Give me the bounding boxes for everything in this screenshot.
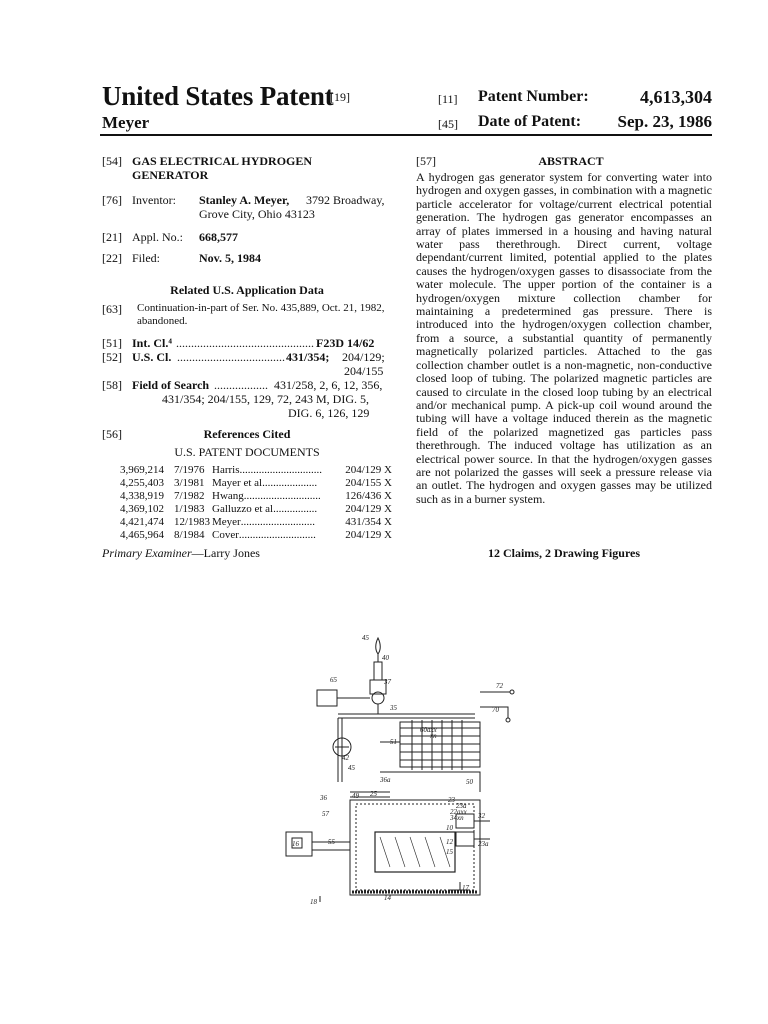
inventor-label: Inventor: xyxy=(132,193,176,207)
field-line3: DIG. 6, 126, 129 xyxy=(288,406,370,420)
drawing-label: 34xn xyxy=(450,814,464,822)
drawing-label: 65 xyxy=(330,676,337,684)
invention-title-line2: GENERATOR xyxy=(132,168,209,182)
drawing-label: xn xyxy=(430,732,437,740)
drawing-label: 51 xyxy=(390,738,397,746)
inventor-address-line1: 3792 Broadway, xyxy=(306,193,385,207)
reference-name: Hwang xyxy=(212,490,244,502)
patent-drawing-figure xyxy=(280,632,540,912)
date-code: [45] xyxy=(438,117,458,131)
continuation-code: [63] xyxy=(102,302,122,316)
reference-dots: ............................ xyxy=(238,529,316,541)
field-code: [58] xyxy=(102,378,122,392)
reference-date: 1/1983 xyxy=(174,503,205,515)
reference-number: 4,338,919 xyxy=(120,490,164,502)
reference-date: 7/1976 xyxy=(174,464,205,476)
uscl-label: U.S. Cl. xyxy=(132,350,172,364)
intcl-label: Int. Cl.⁴ xyxy=(132,336,172,350)
drawing-label: 50 xyxy=(466,778,473,786)
intcl-value: F23D 14/62 xyxy=(316,336,375,350)
reference-dots: ........................... xyxy=(240,516,315,528)
date-of-patent-label: Date of Patent: xyxy=(478,113,582,130)
drawing-label: 70 xyxy=(492,706,499,714)
appl-code: [21] xyxy=(102,230,122,244)
refs-heading: References Cited xyxy=(203,427,291,441)
reference-name: Galluzzo et al. xyxy=(212,503,276,515)
abstract-text: A hydrogen gas generator system for converting water into hydrogen and oxygen gasses, in combination with a magnetic particle accelerator for voltage/current electrical potential generation. The hydrogen gas generator encompasses an array of plates immersed in a housing and having natural water pass therethrough. Direct current, voltage dependant/current limited, potential applied to the plates causes the hydrogen/oxygen gasses to disassociate from the water molecule. The upper portion of the container is a hydrogen/oxygen mixture collection chamber for maintaining a predetermined gas pressure. There is introduced into the hydrogen/oxygen collection chamber, from a source, a substantial quantity of permanently magnetically polarized particles. Attached to the gas collection chamber outlet is a non-magnetic, non-conductive closed loop of tubing. The polarized magnetic particles are caused to circulate in the closed loop tubing by an electrical and/or mechanical pump. A pick-up coil wound around the tubing will have a voltage induced therein as the magnetic field of the polarized magnetized gas particles pass therethrough. The induced voltage has utilization as an electrical power source. In that the hydrogen/oxygen gasses are not polarized the gasses will seek a pressure release via an outlet. The hydrogen and oxygen gasses may be utilized such as in a burner system. xyxy=(416,170,712,506)
reference-class: 204/129 X xyxy=(345,529,392,541)
appl-number: 668,577 xyxy=(199,230,238,244)
patent-number-label: Patent Number: xyxy=(478,88,589,105)
field-label: Field of Search xyxy=(132,378,210,392)
reference-number: 3,969,214 xyxy=(120,464,164,476)
drawing-label: 10 xyxy=(446,824,453,832)
examiner-label: Primary Examiner xyxy=(102,546,192,560)
reference-row xyxy=(120,503,392,516)
inventor-surname: Meyer xyxy=(102,113,150,132)
drawing-label: 35 xyxy=(390,704,397,712)
reference-number: 4,369,102 xyxy=(120,503,164,515)
patent-number: 4,613,304 xyxy=(640,87,712,107)
drawing-label: 60axx xyxy=(420,726,437,734)
uscl-code: [52] xyxy=(102,350,122,364)
reference-name: Meyer xyxy=(212,516,241,528)
uscl-value-rest: 204/129; xyxy=(342,350,385,364)
title-code: [54] xyxy=(102,154,122,168)
drawing-label: 23a xyxy=(478,840,489,848)
reference-number: 4,421,474 xyxy=(120,516,164,528)
reference-dots: ............................ xyxy=(243,490,321,502)
intcl-dots: .............................................. xyxy=(176,336,314,350)
reference-number: 4,255,403 xyxy=(120,477,164,489)
abstract-heading: ABSTRACT xyxy=(538,154,604,168)
filed-label: Filed: xyxy=(132,251,161,265)
reference-row xyxy=(120,477,392,490)
uscl-dots: .................................... xyxy=(177,350,285,364)
drawing-label: 12 xyxy=(446,838,453,846)
reference-class: 204/155 X xyxy=(345,477,392,489)
inventor-address-line2: Grove City, Ohio 43123 xyxy=(199,207,315,221)
reference-class: 204/129 X xyxy=(345,503,392,515)
reference-class: 431/354 X xyxy=(345,516,392,528)
date-of-patent: Sep. 23, 1986 xyxy=(617,112,712,131)
drawing-label: 36 xyxy=(320,794,327,802)
inventor-name: Stanley A. Meyer, xyxy=(199,193,290,207)
reference-name: Cover xyxy=(212,529,239,541)
reference-date: 8/1984 xyxy=(174,529,205,541)
drawing-label: 22axx xyxy=(450,808,467,816)
reference-class: 204/129 X xyxy=(345,464,392,476)
drawing-label: 25 xyxy=(370,790,377,798)
reference-name: Harris xyxy=(212,464,240,476)
drawing-label: 23a xyxy=(456,802,467,810)
appl-label: Appl. No.: xyxy=(132,230,183,244)
drawing-label: 18 xyxy=(310,898,317,906)
drawing-label: 37 xyxy=(384,678,391,686)
uscl-value: 431/354; xyxy=(286,350,330,364)
reference-row xyxy=(120,464,392,477)
reference-number: 4,465,964 xyxy=(120,529,164,541)
coil-tubing xyxy=(400,720,480,770)
field-line2: 431/354; 204/155, 129, 72, 243 M, DIG. 5, xyxy=(162,392,369,406)
drawing-label: 72 xyxy=(496,682,503,690)
claims-summary: 12 Claims, 2 Drawing Figures xyxy=(487,546,641,560)
drawing-label: 23 xyxy=(448,796,455,804)
reference-row xyxy=(120,529,392,542)
reference-date: 12/1983 xyxy=(174,516,211,528)
primary-examiner xyxy=(102,546,260,561)
filed-code: [22] xyxy=(102,251,122,265)
continuation-line1: Continuation-in-part of Ser. No. 435,889, Oct. 21, 1982, xyxy=(137,302,385,314)
refs-subheading: U.S. PATENT DOCUMENTS xyxy=(174,445,320,459)
drawing-label: 57 xyxy=(322,810,329,818)
reference-name: Mayer et al. xyxy=(212,477,265,489)
reference-dots: ................... xyxy=(264,477,318,489)
reference-date: 7/1982 xyxy=(174,490,205,502)
intcl-code: [51] xyxy=(102,336,122,350)
field-dots: .................. xyxy=(214,378,268,392)
filed-date: Nov. 5, 1984 xyxy=(199,251,262,265)
drawing-label: 17 xyxy=(462,884,469,892)
drawing-label: 36a xyxy=(380,776,391,784)
reference-dots: .............................. xyxy=(239,464,322,476)
drawing-label: 55 xyxy=(328,838,335,846)
reference-row xyxy=(120,516,392,529)
examiner-name: —Larry Jones xyxy=(191,546,260,560)
drawing-label: 45 xyxy=(362,634,369,642)
drawing-label: 49 xyxy=(352,792,359,800)
header-rule xyxy=(100,134,712,136)
drawing-label: 40 xyxy=(382,654,389,662)
reference-row xyxy=(120,490,392,503)
continuation-line2: abandoned. xyxy=(137,315,188,327)
drawing-label: 45 xyxy=(348,764,355,772)
abstract-code: [57] xyxy=(416,154,436,168)
drawing-label: 32 xyxy=(478,812,485,820)
inventor-code: [76] xyxy=(102,193,122,207)
reference-date: 3/1981 xyxy=(174,477,205,489)
reference-dots: ............... xyxy=(275,503,318,515)
drawing-label: 15 xyxy=(446,848,453,856)
patent-number-code: [11] xyxy=(438,92,458,106)
reference-class: 126/436 X xyxy=(345,490,392,502)
invention-title-line1: GAS ELECTRICAL HYDROGEN xyxy=(132,154,313,168)
drawing-label: 42 xyxy=(342,754,349,762)
drawing-label: 14 xyxy=(384,894,391,902)
references-list xyxy=(120,464,392,542)
refs-code: [56] xyxy=(102,427,122,441)
uscl-line2: 204/155 xyxy=(344,364,384,378)
related-heading: Related U.S. Application Data xyxy=(170,283,324,297)
patent-heading: United States Patent xyxy=(102,81,334,111)
field-line1: 431/258, 2, 6, 12, 356, xyxy=(274,378,383,392)
drawing-label: 16 xyxy=(292,840,299,848)
drawing-reference-numerals xyxy=(292,634,504,906)
patent-heading-code: [19] xyxy=(330,90,350,104)
